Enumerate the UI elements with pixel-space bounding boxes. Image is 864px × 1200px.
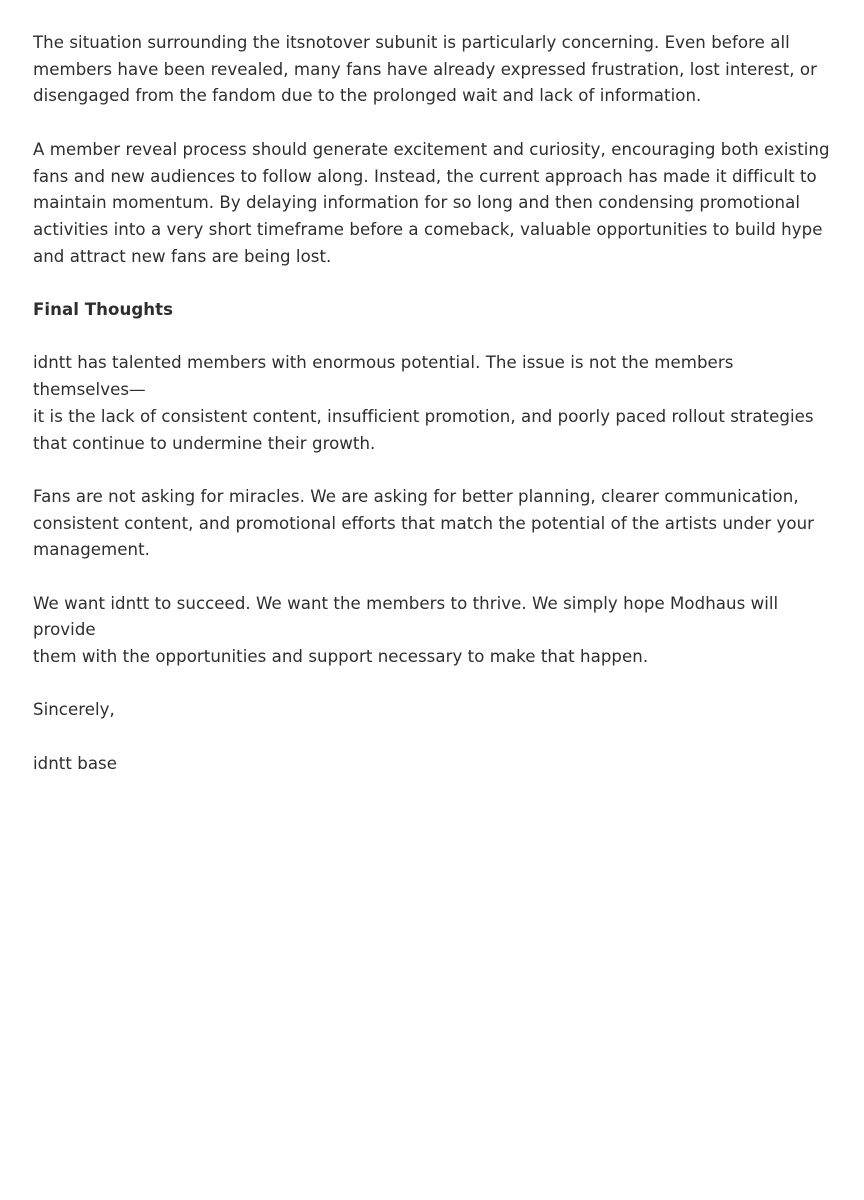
paragraph-want-to-succeed: We want idntt to succeed. We want the members to thrive. We simply hope Modhaus will provide them with the opportunities and support necessary to make that happen. xyxy=(33,593,779,667)
paragraph-itsnotover-subunit: The situation surrounding the itsnotover subunit is particularly concerning. Even before all members have been revealed, many fans have already expressed frustration, lost interest, or disengaged from the fandom due to the prolonged wait and lack of information. xyxy=(33,33,817,106)
signature: idntt base xyxy=(33,753,118,773)
section-heading-final-thoughts: Final Thoughts xyxy=(33,300,174,319)
paragraph-talented-members: idntt has talented members with enormous potential. The issue is not the members themselves— it is the lack of consistent content, insufficient promotion, and poorly paced rollout strategies that continue to undermine their growth. xyxy=(33,353,814,453)
paragraph-member-reveal: A member reveal process should generate excitement and curiosity, encouraging both existing fans and new audiences to follow along. Instead, the current approach has made it difficult to maintain momentum. By delaying information for so long and then condensing promotional activities into a very short timeframe before a comeback, valuable opportunities to build hype and attract new fans are being lost. xyxy=(33,139,830,266)
document-body xyxy=(33,30,833,804)
closing-salutation: Sincerely, xyxy=(33,700,115,720)
paragraph-fans-not-asking: Fans are not asking for miracles. We are asking for better planning, clearer communication, consistent content, and promotional efforts that match the potential of the artists under your management. xyxy=(33,486,815,560)
